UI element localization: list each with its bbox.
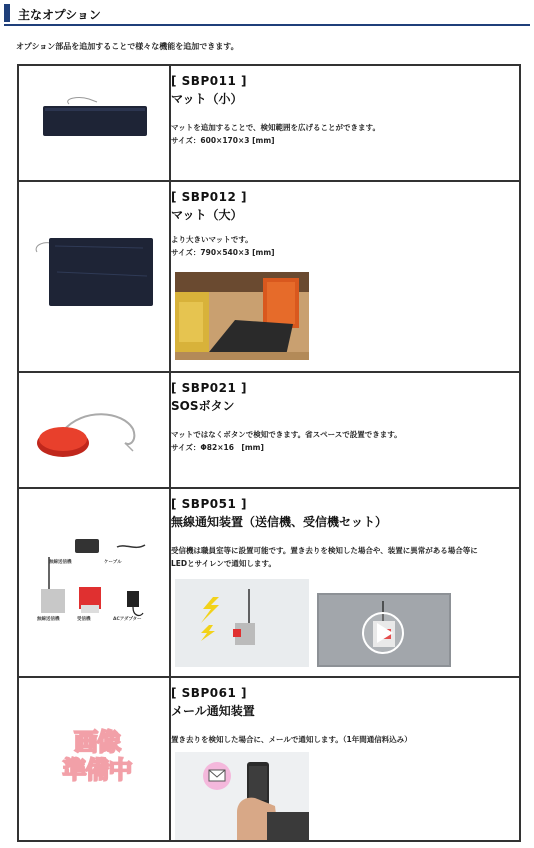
product-name: マット（小） [171,92,243,106]
product-description [171,428,519,454]
table-row [18,372,520,488]
product-info-cell [170,488,520,677]
transmitter-photo [175,579,309,667]
product-code: [ SBP021 ] [171,381,247,395]
description-line: LEDとサイレンで通知します。 [171,559,276,568]
receiver-video-thumbnail[interactable] [317,593,451,667]
table-row [18,181,520,372]
product-description [171,233,519,259]
product-image-cell [18,65,170,181]
description-line: より大きいマットです。 [171,235,253,244]
bus-interior-photo [175,272,309,360]
product-name: SOSボタン [171,399,235,413]
description-line: サイズ：600×170×3 [mm] [171,136,275,145]
section-header [4,4,530,26]
product-code: [ SBP012 ] [171,190,247,204]
header-accent-bar [4,4,10,22]
placeholder-line: 準備中 [62,756,132,784]
image-placeholder [47,728,147,784]
product-name: メール通知装置 [171,704,255,718]
product-description [171,733,519,746]
image-caption: 受信機 [77,617,91,622]
table-row [18,65,520,181]
description-line: マットを追加することで、検知範囲を広げることができます。 [171,123,380,132]
image-caption: 無線送信機 [49,560,72,565]
product-image-cell [18,677,170,841]
description-line: サイズ：Φ82×16 [mm] [171,443,264,452]
small-mat-image [39,96,149,141]
product-image-cell [18,181,170,372]
image-caption: 無線送信機 [37,617,60,622]
description-line: 受信機は職員室等に設置可能です。置き去りを検知した場合や、装置に異常がある場合等に [171,546,478,555]
options-table [17,64,521,842]
product-code: [ SBP051 ] [171,497,247,511]
product-info-cell [170,181,520,372]
product-description [171,121,519,147]
image-caption: ACアダプター [113,617,142,622]
intro-text: オプション部品を追加することで様々な機能を追加できます。 [16,42,239,51]
image-caption: ケーブル [104,560,122,565]
large-mat-image [33,232,155,308]
product-code: [ SBP011 ] [171,74,247,88]
product-info-cell [170,65,520,181]
product-image-cell [18,488,170,677]
product-name: マット（大） [171,208,243,222]
product-name: 無線通知装置（送信機、受信機セット） [171,515,388,529]
description-line: サイズ：790×540×3 [mm] [171,248,275,257]
product-info-cell [170,677,520,841]
product-image-cell [18,372,170,488]
table-row [18,677,520,841]
description-line: マットではなくボタンで検知できます。省スペースで設置できます。 [171,430,402,439]
product-description [171,544,519,570]
section-title: 主なオプション [18,8,101,22]
placeholder-line: 画像 [74,728,120,756]
product-code: [ SBP061 ] [171,686,247,700]
description-line: 置き去りを検知した場合に、メールで通知します。（1年間通信料込み） [171,735,412,744]
sos-button-image [33,401,157,463]
product-info-cell [170,372,520,488]
mail-notification-photo [175,752,309,840]
table-row [18,488,520,677]
